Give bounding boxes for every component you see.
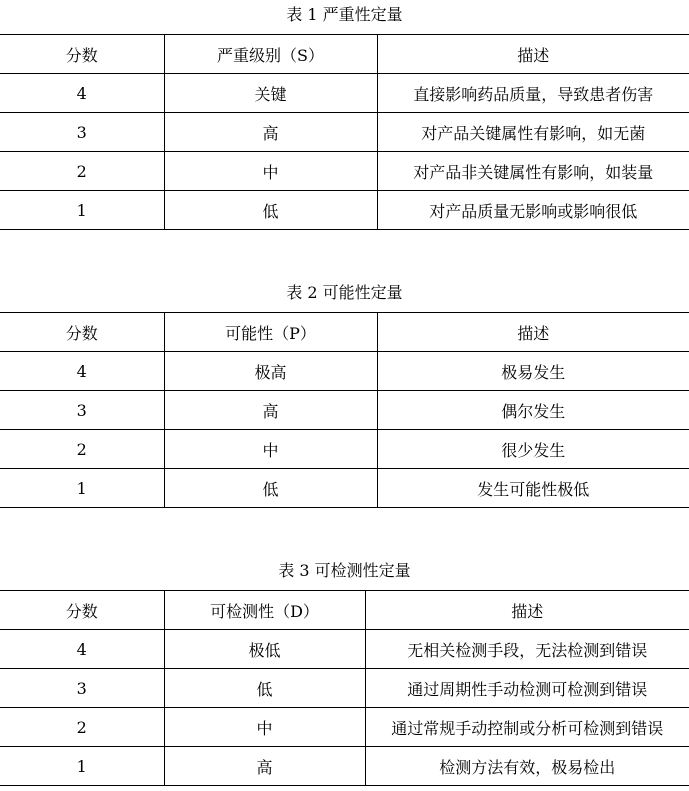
table-cell-score: 2 bbox=[0, 152, 164, 191]
table-cell-level: 低 bbox=[164, 669, 365, 708]
table-cell-description: 偶尔发生 bbox=[501, 401, 566, 421]
table-1-header-score: 分数 bbox=[0, 35, 164, 74]
table-1-header-description: 描述 bbox=[517, 45, 550, 65]
table-row bbox=[0, 630, 689, 669]
table-cell-level: 中 bbox=[164, 708, 365, 747]
table-cell-score: 1 bbox=[0, 191, 164, 230]
table-cell-score: 2 bbox=[0, 430, 164, 469]
table-cell-score: 3 bbox=[0, 113, 164, 152]
table-1-header-level: 严重级别（S） bbox=[164, 35, 377, 74]
table-cell-level: 低 bbox=[164, 191, 377, 230]
table-cell-description: 通过常规手动控制或分析可检测到错误 bbox=[391, 718, 664, 738]
table-3-header-detectability: 可检测性（D） bbox=[164, 591, 365, 630]
table-cell-score: 4 bbox=[0, 630, 164, 669]
table-1-caption: 表 1 严重性定量 bbox=[286, 5, 403, 24]
table-row bbox=[0, 152, 689, 191]
table-cell-level: 中 bbox=[164, 430, 377, 469]
table-row bbox=[0, 708, 689, 747]
table-cell-level: 关键 bbox=[164, 74, 377, 113]
table-cell-description: 很少发生 bbox=[501, 440, 566, 460]
table-cell-description: 发生可能性极低 bbox=[477, 479, 590, 499]
table-row bbox=[0, 391, 689, 430]
table-cell-level: 极低 bbox=[164, 630, 365, 669]
table-cell-score: 3 bbox=[0, 669, 164, 708]
table-cell-description: 对产品质量无影响或影响很低 bbox=[429, 201, 638, 221]
table-cell-score: 1 bbox=[0, 469, 164, 508]
table-cell-score: 3 bbox=[0, 391, 164, 430]
table-cell-description: 检测方法有效，极易检出 bbox=[439, 757, 616, 777]
table-3-header-description: 描述 bbox=[511, 601, 544, 621]
table-cell-score: 4 bbox=[0, 74, 164, 113]
table-3-header-score: 分数 bbox=[0, 591, 164, 630]
table-row bbox=[0, 191, 689, 230]
table-cell-level: 高 bbox=[164, 113, 377, 152]
table-row bbox=[0, 113, 689, 152]
table-1-header-row bbox=[0, 35, 689, 74]
table-cell-score: 1 bbox=[0, 747, 164, 786]
table-2-probability bbox=[0, 312, 689, 508]
table-3-caption: 表 3 可检测性定量 bbox=[278, 561, 411, 580]
table-2-header-probability: 可能性（P） bbox=[164, 313, 377, 352]
table-cell-description: 极易发生 bbox=[501, 362, 566, 382]
table-cell-description: 直接影响药品质量，导致患者伤害 bbox=[413, 84, 654, 104]
table-row bbox=[0, 469, 689, 508]
table-cell-level: 低 bbox=[164, 469, 377, 508]
table-2-header-row bbox=[0, 313, 689, 352]
table-cell-description: 通过周期性手动检测可检测到错误 bbox=[407, 679, 648, 699]
table-3-header-row bbox=[0, 591, 689, 630]
table-row bbox=[0, 352, 689, 391]
table-row bbox=[0, 430, 689, 469]
table-cell-score: 2 bbox=[0, 708, 164, 747]
table-cell-level: 高 bbox=[164, 747, 365, 786]
table-1-severity bbox=[0, 34, 689, 230]
table-3-detectability bbox=[0, 590, 689, 786]
table-cell-description: 对产品关键属性有影响，如无菌 bbox=[421, 123, 646, 143]
table-2-caption: 表 2 可能性定量 bbox=[286, 283, 403, 302]
table-2-header-score: 分数 bbox=[0, 313, 164, 352]
table-cell-description: 无相关检测手段，无法检测到错误 bbox=[407, 640, 648, 660]
table-cell-score: 4 bbox=[0, 352, 164, 391]
table-2-header-description: 描述 bbox=[517, 323, 550, 343]
table-cell-level: 极高 bbox=[164, 352, 377, 391]
table-cell-level: 中 bbox=[164, 152, 377, 191]
table-cell-level: 高 bbox=[164, 391, 377, 430]
table-row bbox=[0, 669, 689, 708]
table-row bbox=[0, 747, 689, 786]
table-row bbox=[0, 74, 689, 113]
table-cell-description: 对产品非关键属性有影响，如装量 bbox=[413, 162, 654, 182]
